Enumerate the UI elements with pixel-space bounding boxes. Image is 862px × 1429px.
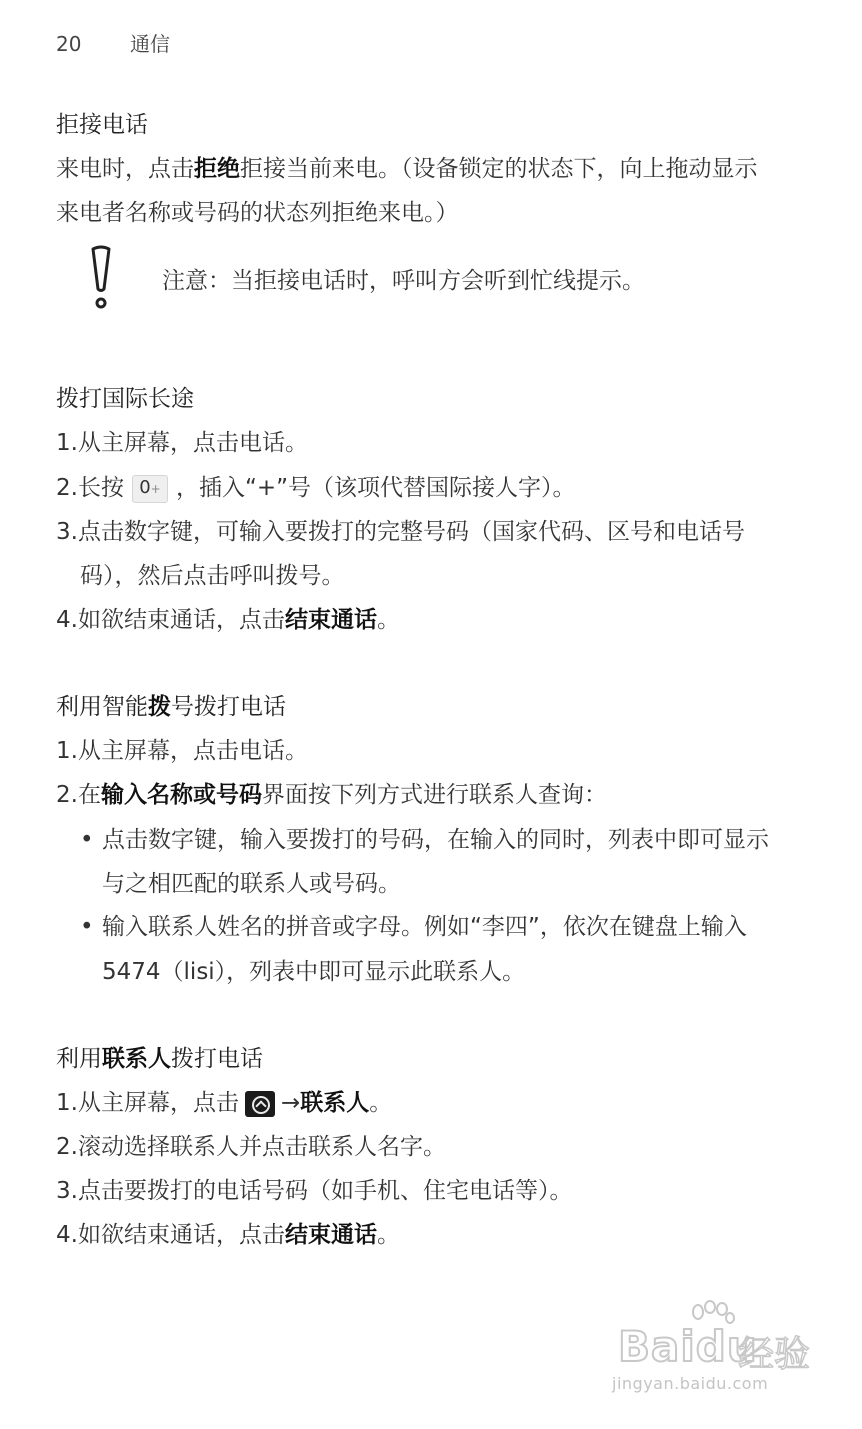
intl-step-1: 1.从主屏幕，点击电话。 xyxy=(56,430,308,456)
watermark-brand: Baidu xyxy=(618,1322,758,1371)
intl-step-3-cont: 码），然后点击呼叫拨号。 xyxy=(80,563,345,589)
watermark-url: jingyan.baidu.com xyxy=(612,1374,769,1393)
reject-heading: 拒接电话 xyxy=(56,112,148,138)
contacts-step-3: 3.点击要拨打的电话号码（如手机、住宅电话等）。 xyxy=(56,1178,573,1204)
note-text: 注意：当拒接电话时，呼叫方会听到忙线提示。 xyxy=(162,268,645,294)
bullet: • xyxy=(80,827,94,853)
intl-step-4: 4.如欲结束通话，点击结束通话。 xyxy=(56,607,400,633)
page-number: 20 xyxy=(56,32,82,56)
bullet: • xyxy=(80,914,94,940)
all-apps-icon xyxy=(245,1091,275,1117)
smart-bullet-2: • 输入联系人姓名的拼音或字母。例如“李四”，依次在键盘上输入 xyxy=(80,914,747,940)
page-header xyxy=(56,28,170,57)
reject-text-line1: 来电时，点击拒绝拒接当前来电。（设备锁定的状态下，向上拖动显示 xyxy=(56,156,758,182)
reject-keyword: 拒绝 xyxy=(194,156,240,182)
contacts-step-2: 2.滚动选择联系人并点击联系人名字。 xyxy=(56,1134,446,1160)
warning-exclamation-icon xyxy=(84,245,118,311)
intl-heading: 拨打国际长途 xyxy=(56,386,194,412)
contacts-step-4: 4.如欲结束通话，点击结束通话。 xyxy=(56,1222,400,1248)
intl-step-2: 2.长按 0+ ，插入“+”号（该项代替国际接人字）。 xyxy=(56,475,576,501)
intl-step-3: 3.点击数字键，可输入要拨打的完整号码（国家代码、区号和电话号 xyxy=(56,519,745,545)
smart-bullet-1: • 点击数字键，输入要拨打的号码，在输入的同时，列表中即可显示 xyxy=(80,827,769,853)
zero-plus-key: 0+ xyxy=(132,475,168,503)
smart-step-1: 1.从主屏幕，点击电话。 xyxy=(56,738,308,764)
chapter-title: 通信 xyxy=(130,32,170,56)
smart-bullet-1-cont: 与之相匹配的联系人或号码。 xyxy=(102,871,401,897)
reject-text-line2: 来电者名称或号码的状态列拒绝来电。） xyxy=(56,200,459,226)
smart-heading: 利用智能拨号拨打电话 xyxy=(56,694,286,720)
smart-bullet-2-cont: 5474（lisi），列表中即可显示此联系人。 xyxy=(102,959,526,985)
baidu-jingyan-watermark xyxy=(610,1300,820,1400)
contacts-heading: 利用联系人拨打电话 xyxy=(56,1046,263,1072)
contacts-step-1: 1.从主屏幕，点击 →联系人。 xyxy=(56,1090,393,1116)
smart-step-2: 2.在输入名称或号码界面按下列方式进行联系人查询： xyxy=(56,782,607,808)
watermark-brand-cn: 经验 xyxy=(738,1334,811,1375)
